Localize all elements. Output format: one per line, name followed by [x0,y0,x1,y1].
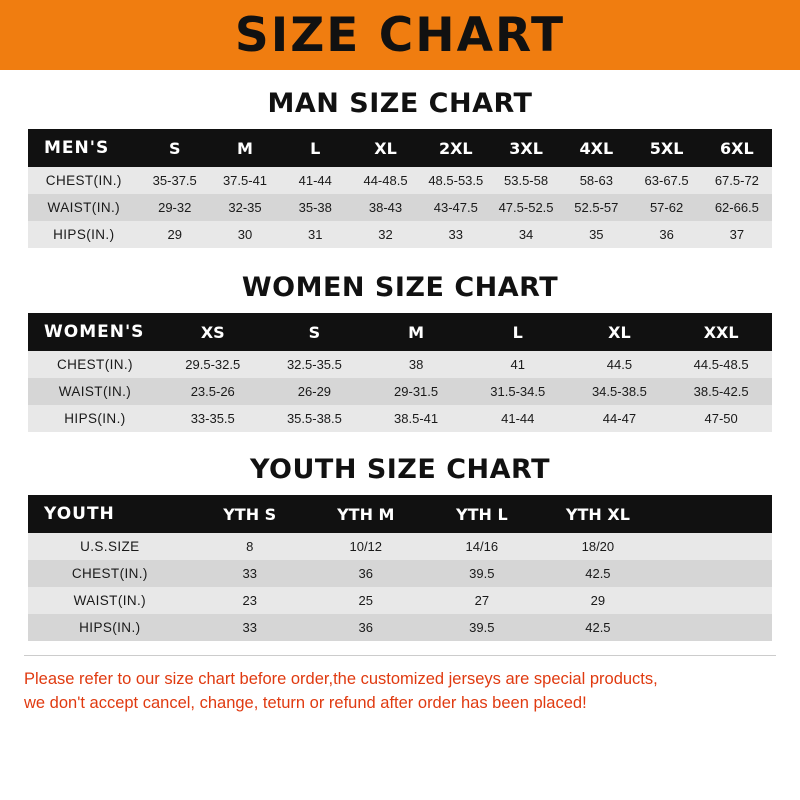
table-row [28,378,772,405]
cell: 14/16 [424,533,540,560]
cell: 39.5 [424,560,540,587]
youth-section-title: YOUTH SIZE CHART [249,454,551,485]
cell: 41-44 [467,405,569,432]
table-row [28,221,772,248]
column-header: M [365,313,467,351]
row-label: WAIST(IN.) [28,194,140,221]
women-section [0,272,800,432]
column-header: XL [569,313,671,351]
cell: 26-29 [264,378,366,405]
column-header: YOUTH [28,495,192,533]
cell: 57-62 [631,194,701,221]
table-header-row [28,495,772,533]
cell: 29 [140,221,210,248]
cell: 53.5-58 [491,167,561,194]
cell: 44-48.5 [350,167,420,194]
cell: 33 [421,221,491,248]
column-header: M [210,129,280,167]
cell: 30 [210,221,280,248]
page-title: SIZE CHART [234,7,566,63]
cell: 44.5-48.5 [670,351,772,378]
cell: 62-66.5 [702,194,772,221]
column-header: WOMEN'S [28,313,162,351]
order-notice [24,655,776,716]
cell: 23.5-26 [162,378,264,405]
column-header: YTH M [308,495,424,533]
cell: 41-44 [280,167,350,194]
column-header: L [280,129,350,167]
cell: 29-32 [140,194,210,221]
column-header: S [264,313,366,351]
table-row [28,587,772,614]
cell: 8 [192,533,308,560]
cell: 36 [631,221,701,248]
cell: 36 [308,614,424,641]
cell [656,587,772,614]
column-header: L [467,313,569,351]
table-row [28,560,772,587]
table-row [28,194,772,221]
man-section [0,88,800,248]
row-label: CHEST(IN.) [28,351,162,378]
cell [656,533,772,560]
table-header-row [28,313,772,351]
cell: 29-31.5 [365,378,467,405]
row-label: U.S.SIZE [28,533,192,560]
cell: 42.5 [540,560,656,587]
cell: 32 [350,221,420,248]
cell [656,560,772,587]
cell: 25 [308,587,424,614]
cell: 47-50 [670,405,772,432]
man-section-title: MAN SIZE CHART [267,88,533,119]
column-header: 6XL [702,129,772,167]
cell: 37.5-41 [210,167,280,194]
cell: 34 [491,221,561,248]
cell: 38-43 [350,194,420,221]
cell: 34.5-38.5 [569,378,671,405]
cell: 33 [192,614,308,641]
cell: 23 [192,587,308,614]
cell: 48.5-53.5 [421,167,491,194]
row-label: WAIST(IN.) [28,587,192,614]
column-header: XL [350,129,420,167]
youth-size-table [28,495,772,641]
cell: 37 [702,221,772,248]
cell: 67.5-72 [702,167,772,194]
column-header: YTH L [424,495,540,533]
cell: 52.5-57 [561,194,631,221]
cell: 38 [365,351,467,378]
row-label: HIPS(IN.) [28,405,162,432]
cell: 44.5 [569,351,671,378]
page-banner [0,0,800,70]
youth-section [0,454,800,641]
column-header [656,495,772,533]
table-row [28,351,772,378]
column-header: MEN'S [28,129,140,167]
cell: 33-35.5 [162,405,264,432]
cell: 18/20 [540,533,656,560]
man-size-table [28,129,772,248]
cell: 32-35 [210,194,280,221]
column-header: YTH XL [540,495,656,533]
table-row [28,167,772,194]
cell: 63-67.5 [631,167,701,194]
cell: 42.5 [540,614,656,641]
column-header: 2XL [421,129,491,167]
table-header-row [28,129,772,167]
row-label: HIPS(IN.) [28,614,192,641]
cell: 27 [424,587,540,614]
table-row [28,614,772,641]
table-row [28,405,772,432]
cell: 29.5-32.5 [162,351,264,378]
column-header: S [140,129,210,167]
women-size-table [28,313,772,432]
column-header: YTH S [192,495,308,533]
cell: 33 [192,560,308,587]
cell: 38.5-41 [365,405,467,432]
column-header: XXL [670,313,772,351]
cell: 47.5-52.5 [491,194,561,221]
cell: 38.5-42.5 [670,378,772,405]
cell: 43-47.5 [421,194,491,221]
cell: 36 [308,560,424,587]
cell: 31.5-34.5 [467,378,569,405]
notice-line-2: we don't accept cancel, change, teturn or refund after order has been placed! [24,693,587,712]
cell: 32.5-35.5 [264,351,366,378]
column-header: 4XL [561,129,631,167]
column-header: 5XL [631,129,701,167]
cell [656,614,772,641]
row-label: CHEST(IN.) [28,560,192,587]
column-header: XS [162,313,264,351]
notice-line-1: Please refer to our size chart before order,the customized jerseys are special products, [24,670,658,688]
row-label: CHEST(IN.) [28,167,140,194]
cell: 39.5 [424,614,540,641]
cell: 35 [561,221,631,248]
cell: 35.5-38.5 [264,405,366,432]
cell: 58-63 [561,167,631,194]
cell: 10/12 [308,533,424,560]
cell: 41 [467,351,569,378]
cell: 29 [540,587,656,614]
row-label: WAIST(IN.) [28,378,162,405]
women-section-title: WOMEN SIZE CHART [241,272,559,303]
cell: 44-47 [569,405,671,432]
table-row [28,533,772,560]
column-header: 3XL [491,129,561,167]
cell: 31 [280,221,350,248]
cell: 35-37.5 [140,167,210,194]
row-label: HIPS(IN.) [28,221,140,248]
cell: 35-38 [280,194,350,221]
